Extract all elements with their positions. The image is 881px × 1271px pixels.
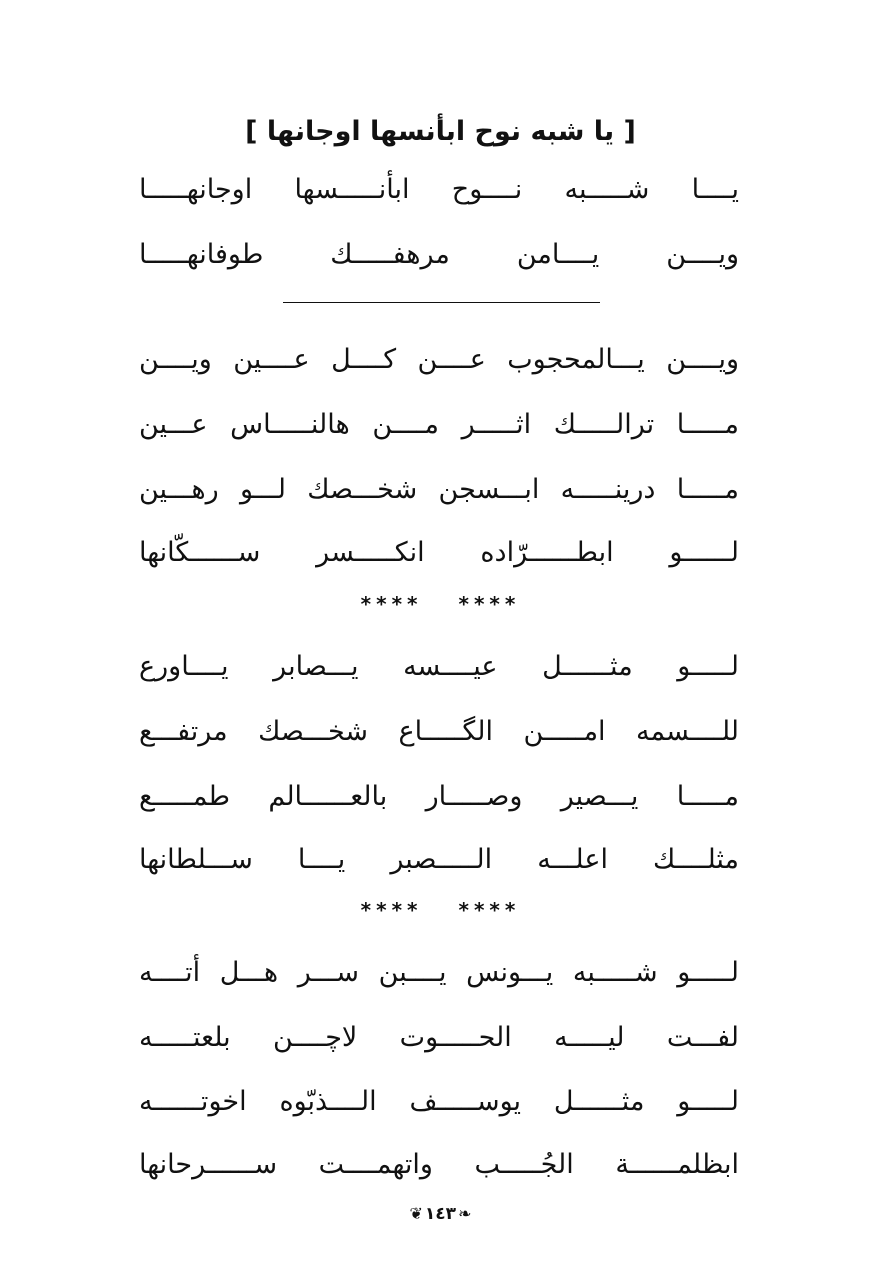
stanza-divider — [0, 898, 881, 922]
poem-line: لـــــو شـــــبه يـــونس يــــبن ســـر هـــل أتــــه — [139, 957, 739, 988]
stanza-divider — [0, 592, 881, 616]
ornament-icon: ❦ — [409, 1204, 423, 1223]
stars-group: **** — [458, 898, 521, 922]
poem-line: ويــــن يــــامن مرهفـــــك طوفانهـــــا — [139, 239, 739, 270]
page-number-value: ١٤٣ — [424, 1204, 457, 1224]
poem-line: لــــــو ابطــــــرّاده انكـــــسر ســــــكّانها — [139, 537, 739, 568]
poem-line: مثلــــك اعلـــه الـــــصبر يــــا ســـلطانها — [139, 844, 739, 875]
poem-line: لـــــو مثــــــل عيــــسه يـــصابر يــــاورع — [139, 651, 739, 682]
poem-line: مـــــا يـــصير وصـــــار بالعــــــالم طمـــــع — [139, 781, 739, 812]
stars-group: **** — [360, 592, 423, 616]
poem-line: لفـــت ليـــــه الحـــــوت لاچــــن بلعتـــــه — [139, 1022, 739, 1053]
separator-rule — [283, 302, 600, 303]
ornament-icon: ❧ — [458, 1204, 472, 1223]
poem-line: مـــــا ترالـــــك اثـــــر مــــن هالنـــــاس عـــين — [139, 409, 739, 440]
poem-line: مـــــا درينـــــه ابـــسجن شخـــصك لـــو رهـــين — [139, 474, 739, 505]
poem-title: [ يا شبه نوح ابأنسها اوجانها ] — [245, 116, 636, 147]
poem-line: لـــــو مثــــــل يوســـــف الــــذبّوه اخوتــــــه — [139, 1086, 739, 1117]
stars-group: **** — [360, 898, 423, 922]
page-number — [0, 1200, 881, 1228]
poem-line: يــــا شـــــبه نــــوح ابأنـــــسها اوجانهـــــا — [139, 174, 739, 205]
poem-line: للــــسمه امـــــن الگـــــاع شخـــصك مرتفـــع — [139, 716, 739, 747]
poem-line: ابظلمــــــة الجُـــــب واتهمــــت ســــــرحانها — [139, 1149, 739, 1180]
poem-line: ويــــن يـــالمحجوب عــــن كــــل عــــين ويــــن — [139, 344, 739, 375]
stars-group: **** — [458, 592, 521, 616]
